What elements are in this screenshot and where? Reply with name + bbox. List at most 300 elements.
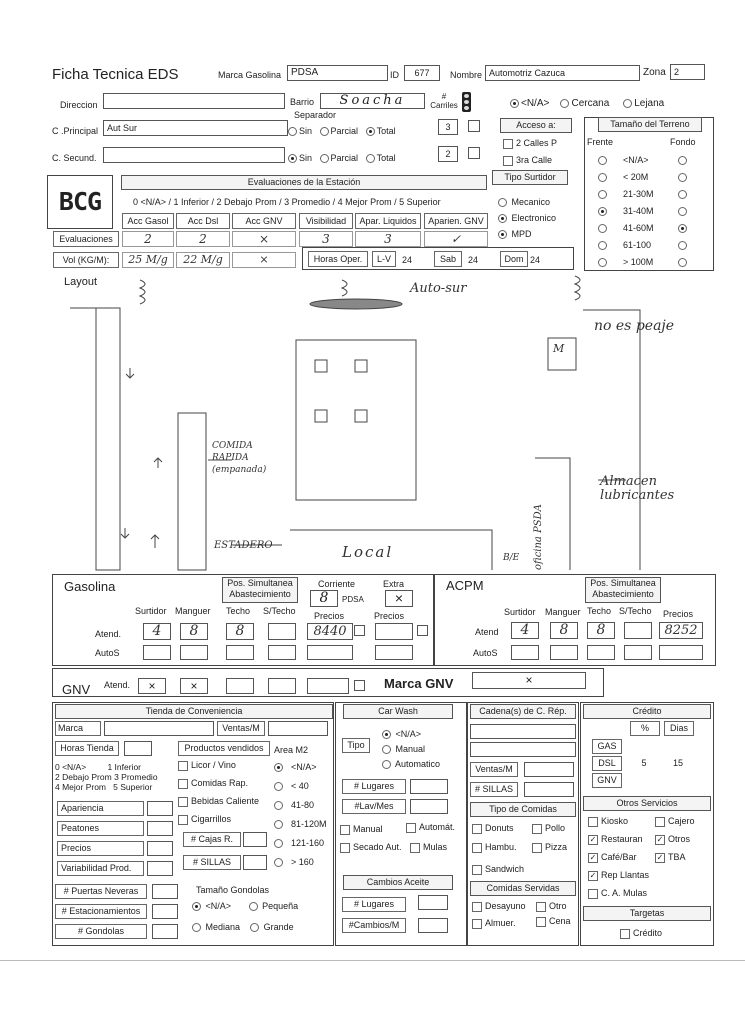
carwash-tipo-radio-0[interactable] [382,730,391,739]
tam-radio-pequena[interactable] [249,902,258,911]
carwash-mulas-check[interactable] [410,843,420,853]
terreno-option-1: < 20M [623,172,649,182]
direccion-label: Direccion [60,100,98,110]
servicio-0: Kiosko [588,816,628,827]
rating-label-3: Variabilidad Prod. [57,861,144,876]
carwash-automat-check[interactable] [406,823,416,833]
id-field[interactable]: 677 [404,65,440,81]
tipo-pizza: Pizza [532,842,567,853]
sab-value[interactable]: 24 [468,255,479,265]
area-label: Area M2 [274,745,309,755]
separador-principal: Sin Parcial Total [288,126,396,136]
tam-radio-mediana[interactable] [192,923,201,932]
acpm-col-manguer: Manguer [545,607,581,617]
area-option-0: <N/A> [274,762,317,772]
carriles-principal-check[interactable] [468,120,480,132]
parcial-radio-2[interactable] [320,154,329,163]
eval-value-3[interactable]: 3 [299,231,353,247]
fondo-radio-1[interactable] [678,173,687,182]
tienda-horas-label: Horas Tienda [55,741,119,756]
acpm-autos-stecho[interactable] [624,645,652,660]
note-m: M [553,342,565,355]
carwash-lugares-label: # Lugares [342,779,406,794]
gas-manguer[interactable]: 8 [180,623,208,640]
left-road [70,308,120,570]
acpm-title: ACPM [446,578,484,593]
servicio-check-4[interactable]: ✓ [589,852,597,862]
producto-0: Licor / Vino [178,760,236,771]
tienda-title: Tienda de Conveniencia [55,704,333,719]
tipo-hambu: Hambu. [472,842,517,853]
area-option-4: 121-160 [274,838,324,848]
tipo-pollo-check[interactable] [532,824,542,834]
terreno-option-6: > 100M [623,257,654,267]
credito-dias-label: Dias [664,721,694,736]
tienda-marca-label: Marca [55,721,101,736]
id-label: ID [390,70,399,80]
carwash-manual-check[interactable] [340,825,350,835]
dom-value[interactable]: 24 [530,255,541,265]
separador-label: Separador [294,110,337,120]
acpm-techo[interactable]: 8 [587,622,615,639]
arrow-up-2 [151,535,159,548]
note-auto-sur: Auto-sur [410,281,467,296]
barrio-label: Barrio [290,97,315,107]
rating-label-2: Precios [57,841,144,856]
direccion-field[interactable] [103,93,285,109]
servicio-check-0[interactable] [588,817,598,827]
csecund-field[interactable] [103,147,285,163]
area-radio-3[interactable] [274,820,283,829]
gnv-title: GNV [62,682,91,697]
corriente-note: PDSA [342,595,364,604]
frente-radio-3[interactable] [598,207,607,216]
gas-techo[interactable]: 8 [226,623,254,640]
tienda-scale: 0 <N/A> 1 Inferior 2 Debajo Prom 3 Promedio 4 Mejor Prom 5 Superior [55,762,158,792]
carwash-lav-label: #Lav/Mes [342,799,406,814]
gas-precio-check[interactable] [354,625,365,636]
fondo-radio-2[interactable] [678,190,687,199]
pump-icons [315,360,367,422]
carwash-tipo-1: Manual [382,744,425,754]
servicio-7: C. A. Mulas [588,888,647,899]
servicio-check-1[interactable] [655,817,665,827]
carwash-tipo-radio-1[interactable] [382,745,391,754]
eval-col-3: Visibilidad [299,213,353,229]
terreno-option-2: 21-30M [623,189,654,199]
eval-col-5: Aparien. GNV [424,213,488,229]
cajas-field[interactable] [243,832,267,847]
extra-value[interactable]: × [385,590,413,607]
gas-surtidor[interactable]: 4 [143,623,171,640]
targetas-credito: Crédito [620,928,662,939]
gas-col-precios: Precios [314,611,345,621]
gnv-stecho[interactable] [268,678,296,694]
area-radio-2[interactable] [274,801,283,810]
servidas-cena-check[interactable] [536,917,546,927]
nombre-field[interactable]: Automotriz Cazuca [485,65,640,81]
gas-col-manguer: Manguer [175,606,211,616]
gnv-surtidor[interactable]: × [138,678,166,694]
note-local: Local [342,543,394,561]
carriles-label: # Carriles [430,92,458,110]
servicio-3: ✓ Otros [656,834,691,844]
carwash-automat: Automát. [406,822,455,833]
cprincipal-label: C .Principal [52,126,99,136]
frente-radio-6[interactable] [598,258,607,267]
cprincipal-field[interactable]: Aut Sur [103,120,288,136]
servicio-check-7[interactable] [588,889,598,899]
gasolina-pos-label: Pos. Simultanea Abastecimiento [222,577,298,603]
tienda-sillas-field[interactable] [243,855,267,870]
servidas-almuer-check[interactable] [472,919,482,929]
cadena-title: Cadena(s) de C. Rép. [470,704,576,719]
proximidad: <N/A> Cercana Lejana [510,98,664,109]
road-median [310,299,402,309]
vol-value-2[interactable]: × [232,252,296,268]
sin-radio-1[interactable] [288,127,297,136]
lv-value[interactable]: 24 [402,255,413,265]
dom-label: Dom [500,251,528,267]
eval-value-4[interactable]: 3 [355,231,421,247]
fondo-radio-5[interactable] [678,241,687,250]
carwash-lugares-field[interactable] [410,779,448,794]
producto-3: Cigarrillos [178,814,231,825]
carriles-secund-check[interactable] [468,147,480,159]
acpm-pos-label: Pos. Simultanea Abastecimiento [585,577,661,603]
acpm-manguer[interactable]: 8 [550,622,578,639]
road-arrow-left [140,280,145,304]
frente-radio-2[interactable] [598,190,607,199]
terreno-option-3: 31-40M [623,206,654,216]
servicio-check-5[interactable]: ✓ [656,852,664,862]
area-option-3: 81-120M [274,819,327,829]
credito-title: Crédito [583,704,711,719]
gas-col-stecho: S/Techo [263,606,296,616]
tienda-horas-field[interactable] [124,741,152,756]
aceite-lugares-label: # Lugares [342,897,406,912]
arrow-down-1 [126,368,134,378]
tipo-donuts-check[interactable] [472,824,482,834]
lv-label: L-V [372,251,396,267]
vol-value-1[interactable]: 22 M/g [176,252,230,268]
note-almacen: Almacen lubricantes [600,474,675,503]
producto-check-1[interactable] [178,779,188,789]
acpm-autos-label: AutoS [473,648,498,658]
separador-secund: Sin Parcial Total [288,153,396,163]
note-be: B/E [503,553,520,563]
frente-label: Frente [587,137,614,147]
rating-field-3[interactable] [147,861,173,876]
gnv-marca-field[interactable]: × [472,672,586,689]
servidas-desayuno-check[interactable] [472,902,482,912]
marca-field[interactable]: PDSA [287,65,388,81]
gas-stecho[interactable] [268,623,296,640]
eval-value-2[interactable]: × [232,231,296,247]
carriles-principal[interactable]: 3 [438,119,458,135]
cercana-radio[interactable] [560,99,569,108]
acpm-autos-precio[interactable] [659,645,703,660]
gnv-techo[interactable] [226,678,254,694]
acceso-check-0[interactable] [503,139,513,149]
total-radio-1[interactable] [366,127,375,136]
tam-gondolas-label: Tamaño Gondolas [196,885,270,895]
gnv-marca-label: Marca GNV [384,676,454,691]
arrow-up-1 [154,458,162,468]
carwash-tipo-0: <N/A> [382,729,421,739]
tienda-sillas-label: # SILLAS [183,855,241,870]
gas-precio-corriente[interactable]: 8440 [307,623,353,640]
servicio-2: ✓ Restauran [589,834,643,844]
parcial-radio-1[interactable] [320,127,329,136]
gas-autos-manguer[interactable] [180,645,208,660]
cadena-sillas-field[interactable] [524,782,574,797]
tipo-pizza-check[interactable] [532,843,542,853]
surtidor-radio-1[interactable] [498,214,507,223]
acpm-precio[interactable]: 8252 [659,622,703,639]
note-comida-rapida: COMIDA RAPIDA (empanada) [212,441,267,475]
road-arrow-right [575,276,580,300]
cadena-ventas-label: Ventas/M [470,762,518,777]
servicio-check-2[interactable]: ✓ [589,834,597,844]
eval-value-5[interactable]: ✓ [424,231,488,247]
acceso-check-1[interactable] [503,156,513,166]
rating-label-1: Peatones [57,821,144,836]
estacionamientos-label: # Estacionamientos [55,904,147,919]
tipo-sandwich: Sandwich [472,864,524,875]
frente-radio-5[interactable] [598,241,607,250]
tam-radio-grande[interactable] [250,923,259,932]
nombre-label: Nombre [450,70,483,80]
fondo-radio-6[interactable] [678,258,687,267]
acceso-option-1: 3ra Calle [503,155,552,166]
acpm-stecho[interactable] [624,622,652,639]
carwash-tipo-label: Tipo [342,738,370,753]
servidas-otro: Otro [536,901,567,912]
eval-col-1: Acc Dsl [176,213,230,229]
gas-autos-stecho[interactable] [268,645,296,660]
rating-field-1[interactable] [147,821,173,836]
tipo-donuts: Donuts [472,823,514,834]
surtidor-radio-2[interactable] [498,230,507,239]
evaluaciones-row-label: Evaluaciones [53,231,119,247]
fondo-radio-3[interactable] [678,207,687,216]
surtidor-option-2: MPD [498,229,532,239]
area-radio-5[interactable] [274,858,283,867]
carwash-manual: Manual [340,824,383,835]
aceite-lugares-field[interactable] [418,895,448,910]
acpm-col-surtidor: Surtidor [504,607,536,617]
terreno-option-5: 61-100 [623,240,652,250]
acpm-autos-techo[interactable] [587,645,615,660]
carwash-secado-check[interactable] [340,843,350,853]
gondolas-label: # Gondolas [55,924,147,939]
carwash-tipo-2: Automatico [382,759,440,769]
credito-row-label-1: DSL [592,756,622,771]
gas-col-techo: Techo [226,606,251,616]
servicio-5: ✓ TBA [656,852,686,862]
terreno-option-4: 41-60M [623,223,654,233]
frente-radio-1[interactable] [598,173,607,182]
tam-row-1: <N/A> Pequeña [192,901,298,911]
servicio-check-3[interactable]: ✓ [656,834,664,844]
surtidor-radio-0[interactable] [498,198,507,207]
producto-1: Comidas Rap. [178,778,248,789]
rating-label-0: Apariencia [57,801,144,816]
barrio-field[interactable]: Soacha [320,93,425,109]
gas-autos-precio-extra[interactable] [375,645,413,660]
note-oficina: oficina PSDA [533,504,544,570]
carwash-mulas: Mulas [410,842,447,853]
credito-row-dias-1[interactable]: 15 [672,758,683,768]
total-radio-2[interactable] [366,154,375,163]
sin-radio-2[interactable] [288,154,297,163]
gondolas-field[interactable] [152,924,178,939]
page-title: Ficha Tecnica EDS [52,66,179,83]
tienda-marca-field[interactable] [104,721,214,736]
tipo-comidas-title: Tipo de Comidas [470,802,576,817]
area-option-5: > 160 [274,857,314,867]
credito-row-label-2: GNV [592,773,622,788]
servidas-otro-check[interactable] [536,902,546,912]
gas-autos-techo[interactable] [226,645,254,660]
marca-label: Marca Gasolina [218,70,282,80]
servicio-6: ✓ Rep Llantas [589,870,650,880]
fondo-radio-0[interactable] [678,156,687,165]
corriente-label: Corriente [318,579,356,589]
area-radio-1[interactable] [274,782,283,791]
carwash-secado: Secado Aut. [340,842,402,853]
servicio-check-6[interactable]: ✓ [589,870,597,880]
puertas-field[interactable] [152,884,178,899]
productos-label: Productos vendidos [178,741,270,756]
credito-pct-label: % [630,721,660,736]
area-option-1: < 40 [274,781,309,791]
na-radio[interactable] [510,99,519,108]
gnv-atend-label: Atend. [104,680,131,690]
servicios-title: Otros Servicios [583,796,711,811]
sab-label: Sab [434,251,462,267]
tam-radio-na[interactable] [192,902,201,911]
frente-radio-0[interactable] [598,156,607,165]
eval-value-1[interactable]: 2 [176,231,230,247]
gas-precio-extra[interactable] [375,623,413,640]
aceite-title: Cambios Aceite [343,875,453,890]
area-option-2: 41-80 [274,800,314,810]
layout-title: Layout [64,276,98,288]
layout-sketch [0,270,745,575]
gas-autos-precio[interactable] [307,645,353,660]
tienda-ventas-label: Ventas/M [217,721,265,736]
evaluaciones-scale: 0 <N/A> / 1 Inferior / 2 Debajo Prom / 3 Promedio / 4 Mejor Prom / 5 Superior [133,197,441,207]
fondo-label: Fondo [670,137,696,147]
servicio-1: Cajero [655,816,695,827]
estacionamientos-field[interactable] [152,904,178,919]
gnv-precio-check[interactable] [354,680,365,691]
eval-value-0[interactable]: 2 [122,231,174,247]
fondo-radio-4[interactable] [678,224,687,233]
gasolina-title: Gasolina [64,579,116,594]
zona-field[interactable]: 2 [670,64,705,80]
acceso-title: Acceso a: [500,118,572,133]
evaluaciones-title: Evaluaciones de la Estación [121,175,487,190]
gas-extra-check[interactable] [417,625,428,636]
tipo-sandwich-check[interactable] [472,865,482,875]
acpm-atend-label: Atend [475,627,499,637]
producto-check-2[interactable] [178,797,188,807]
arrow-down-2 [121,528,129,538]
targetas-credito-check[interactable] [620,929,630,939]
lejana-radio[interactable] [623,99,632,108]
credito-row-label-0: GAS [592,739,622,754]
carwash-lav-field[interactable] [410,799,448,814]
servidas-desayuno: Desayuno [472,901,526,912]
puertas-label: # Puertas Neveras [55,884,147,899]
aceite-cambios-field[interactable] [418,918,448,933]
eval-col-0: Acc Gasol [122,213,174,229]
tam-row-2: Mediana Grande [192,922,294,932]
cadena-field-1[interactable] [470,724,576,739]
servidas-cena: Cena [536,916,571,927]
producto-2: Bebidas Caliente [178,796,259,807]
vol-label: Vol (KG/M): [53,252,119,268]
acpm-col-techo: Techo [587,606,612,616]
cadena-field-2[interactable] [470,742,576,757]
acpm-col-stecho: S/Techo [619,606,652,616]
cadena-ventas-field[interactable] [524,762,574,777]
gnv-manguer[interactable]: × [180,678,208,694]
servidas-almuer: Almuer. [472,918,516,929]
vol-value-0[interactable]: 25 M/g [122,252,174,268]
cadena-sillas-label: # SILLAS [470,782,518,797]
corriente-value[interactable]: 8 [310,590,338,607]
tienda-ventas-field[interactable] [268,721,328,736]
credito-row-pct-1[interactable]: 5 [641,758,647,768]
gas-autos-surtidor[interactable] [143,645,171,660]
acpm-autos-manguer[interactable] [550,645,578,660]
road-arrow-mid [342,280,347,296]
targetas-title: Targetas [583,906,711,921]
tipo-hambu-check[interactable] [472,843,482,853]
tipo-pollo: Pollo [532,823,565,834]
acpm-autos-surtidor[interactable] [511,645,539,660]
area-radio-4[interactable] [274,839,283,848]
gas-col-precios-extra: Precios [374,611,405,621]
area-radio-0[interactable] [274,763,283,772]
terreno-option-0: <N/A> [623,155,649,165]
servicio-4: ✓ Café/Bar [589,852,637,862]
gas-autos-label: AutoS [95,648,120,658]
surtidor-option-1: Electronico [498,213,556,223]
rating-field-0[interactable] [147,801,173,816]
page-edge-divider [0,960,745,961]
traffic-light-icon [462,92,471,112]
comida-rapida [178,413,206,570]
gnv-precio[interactable] [307,678,349,694]
acpm-surtidor[interactable]: 4 [511,622,539,639]
note-estadero: ESTADERO [214,540,273,551]
producto-check-3[interactable] [178,815,188,825]
producto-check-0[interactable] [178,761,188,771]
bcg-logo: BCG [47,175,113,229]
rating-field-2[interactable] [147,841,173,856]
carwash-tipo-radio-2[interactable] [382,760,391,769]
gas-col-surtidor: Surtidor [135,606,167,616]
frente-radio-4[interactable] [598,224,607,233]
right-building [583,310,640,570]
horas-label: Horas Oper. [308,251,368,267]
carriles-secund[interactable]: 2 [438,146,458,162]
